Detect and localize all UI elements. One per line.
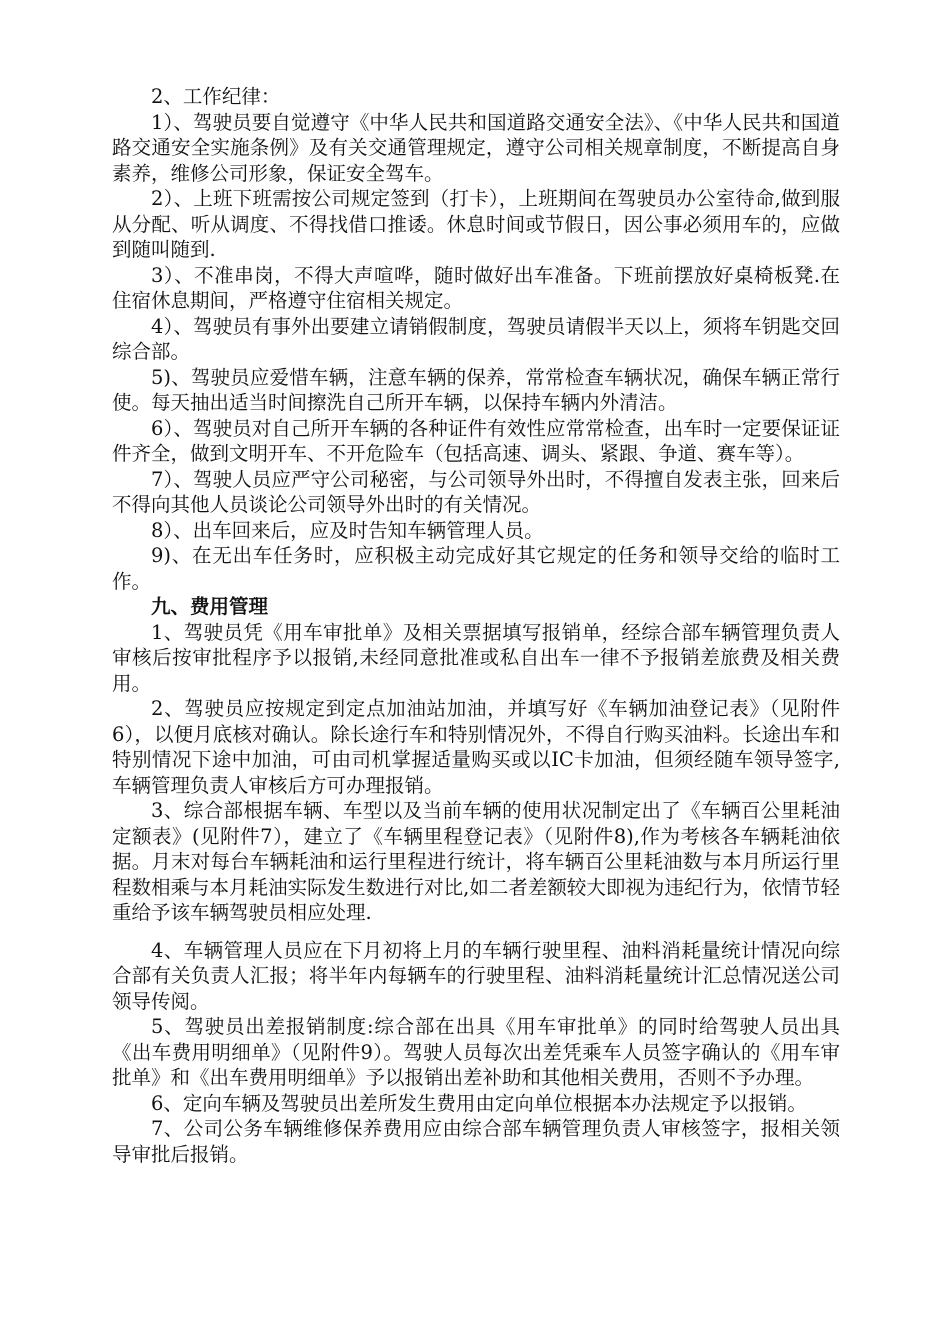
work-discipline-heading: 2、工作纪律： — [151, 85, 281, 108]
expense-item-4: 4、车辆管理人员应在下月初将上月的车辆行驶里程、油料消耗量统计情况向综合部有关负责人汇报；将半年内每辆车的行驶里程、油料消耗量统计汇总情况送公司领导传阅。 — [112, 938, 840, 1013]
expense-item-2: 2、驾驶员应按规定到定点加油站加油，并填写好《车辆加油登记表》（见附件6），以便月底核对确认。除长途行车和特别情况外，不得自行购买油料。长途出车和特别情况下途中加油，可由司机掌握适量购买或以IC卡加油，但须经随车领导签字,车辆管理负责人审核后方可办理报销。 — [112, 697, 840, 797]
discipline-item-8: 8）、出车回来后，应及时告知车辆管理人员。 — [151, 518, 544, 542]
expense-item-3: 3、综合部根据车辆、车型以及当前车辆的使用状况制定出了《车辆百公里耗油定额表》(见附件7），建立了《车辆里程登记表》（见附件8),作为考核各车辆耗油依据。月末对每台车辆耗油和运行里程进行统计，将车辆百公里耗油数与本月所运行里程数相乘与本月耗油实际发生数进行对比,如二者差额较大即视为违纪行为，依情节轻重给予该车辆驾驶员相应处理. — [112, 799, 840, 924]
expense-item-5: 5、驾驶员出差报销制度:综合部在出具《用车审批单》的同时给驾驶人员出具《出车费用明细单》（见附件9）。驾驶人员每次出差凭乘车人员签字确认的《用车审批单》和《出车费用明细单》予以报销出差补助和其他相关费用，否则不予办理。 — [112, 1015, 840, 1089]
discipline-item-4: 4）、驾驶员有事外出要建立请销假制度，驾驶员请假半天以上，须将车钥匙交回综合部。 — [112, 314, 840, 363]
discipline-item-5: 5)、驾驶员应爱惜车辆，注意车辆的保养，常常检查车辆状况，确保车辆正常行使。每天抽出适当时间擦洗自己所开车辆，以保持车辆内外清洁。 — [112, 365, 840, 414]
expense-management-heading: 九、费用管理 — [151, 595, 269, 618]
discipline-item-2: 2）、上班下班需按公司规定签到（打卡），上班期间在驾驶员办公室待命,做到服从分配、听从调度、不得找借口推诿。休息时间或节假日，因公事必须用车的，应做到随叫随到. — [112, 187, 840, 261]
discipline-item-9: 9)、在无出车任务时，应积极主动完成好其它规定的任务和领导交给的临时工作。 — [112, 544, 840, 593]
discipline-item-1: 1）、驾驶员要自觉遵守《中华人民共和国道路交通安全法》、《中华人民共和国道路交通安全实施条例》及有关交通管理规定，遵守公司相关规章制度，不断提高自身素养，维修公司形象，保证安全驾车。 — [112, 110, 840, 185]
discipline-item-7: 7）、驾驶人员应严守公司秘密，与公司领导外出时，不得擅自发表主张，回来后不得向其他人员谈论公司领导外出时的有关情况。 — [112, 467, 840, 516]
expense-item-7: 7、公司公务车辆维修保养费用应由综合部车辆管理负责人审核签字，报相关领导审批后报销。 — [112, 1117, 840, 1166]
expense-item-1: 1、驾驶员凭《用车审批单》及相关票据填写报销单，经综合部车辆管理负责人审核后按审批程序予以报销,未经同意批准或私自出车一律不予报销差旅费及相关费用。 — [112, 620, 840, 695]
discipline-item-6: 6）、驾驶员对自己所开车辆的各种证件有效性应常常检查，出车时一定要保证证件齐全，做到文明开车、不开危险车（包括高速、调头、紧跟、争道、赛车等）。 — [112, 416, 840, 465]
discipline-item-3: 3）、不准串岗，不得大声喧哗，随时做好出车准备。下班前摆放好桌椅板凳.在住宿休息期间，严格遵守住宿相关规定。 — [112, 263, 840, 312]
expense-item-6: 6、定向车辆及驾驶员出差所发生费用由定向单位根据本办法规定予以报销。 — [151, 1091, 807, 1115]
document-page — [112, 84, 840, 1167]
